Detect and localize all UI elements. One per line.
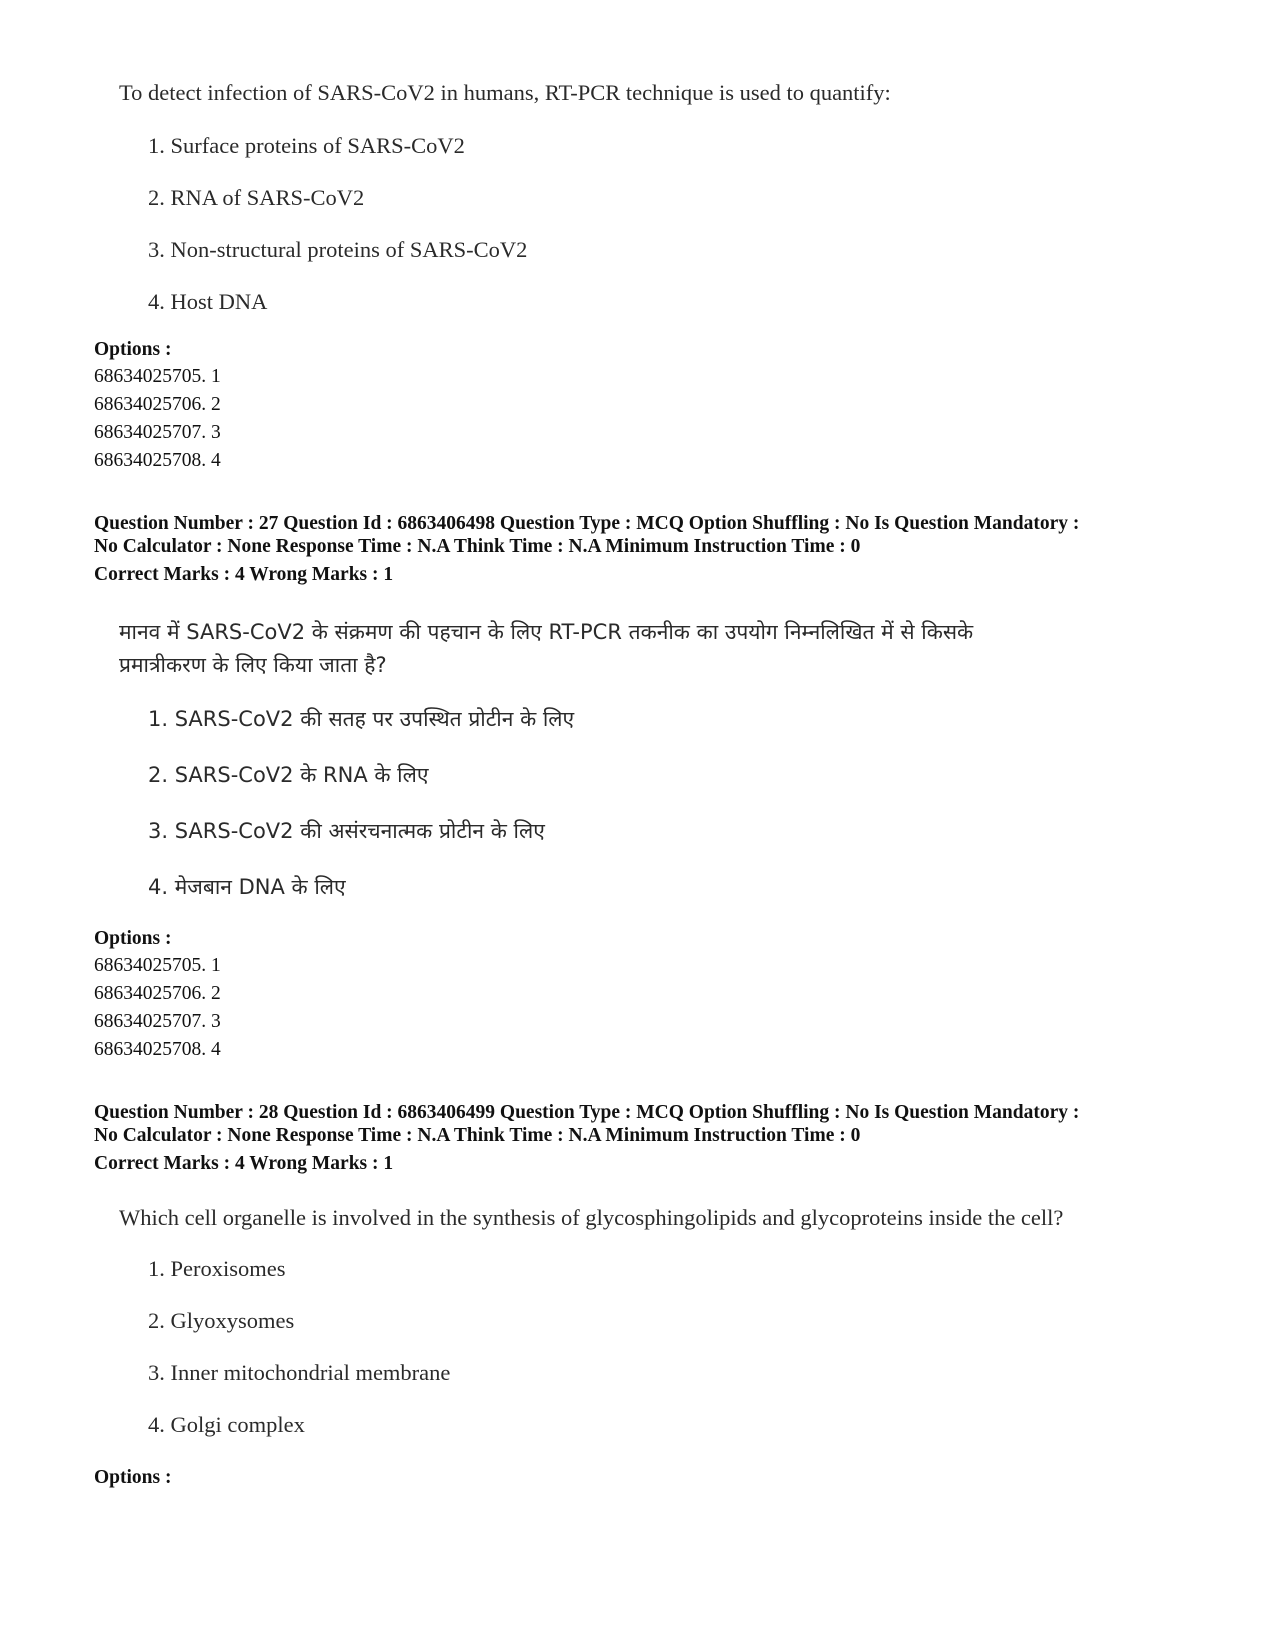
q26-option-2: 2. RNA of SARS-CoV2 bbox=[148, 185, 365, 210]
q26-options-label: Options : bbox=[94, 339, 172, 360]
q27-option-3: 3. SARS-CoV2 की असंरचनात्मक प्रोटीन के लिए bbox=[148, 819, 545, 843]
q26-option-3: 3. Non-structural proteins of SARS-CoV2 bbox=[148, 237, 528, 262]
q28-marks: Correct Marks : 4 Wrong Marks : 1 bbox=[94, 1153, 394, 1174]
q26-stem: To detect infection of SARS-CoV2 in humans, RT-PCR technique is used to quantify: bbox=[119, 80, 891, 105]
q27-option-id-1: 68634025705. 1 bbox=[94, 955, 221, 976]
q27-options-label: Options : bbox=[94, 928, 172, 949]
q28-option-1: 1. Peroxisomes bbox=[148, 1256, 286, 1281]
q27-option-1: 1. SARS-CoV2 की सतह पर उपस्थित प्रोटीन के लिए bbox=[148, 707, 575, 731]
q28-meta-line-2: No Calculator : None Response Time : N.A Think Time : N.A Minimum Instruction Time : 0 bbox=[94, 1125, 861, 1146]
q27-option-4: 4. मेजबान DNA के लिए bbox=[148, 875, 346, 899]
q27-meta-line-1: Question Number : 27 Question Id : 6863406498 Question Type : MCQ Option Shuffling : No Is Question Mandatory : bbox=[94, 513, 1080, 534]
q26-option-id-4: 68634025708. 4 bbox=[94, 450, 221, 471]
q27-stem-line-1: मानव में SARS-CoV2 के संक्रमण की पहचान के लिए RT-PCR तकनीक का उपयोग निम्नलिखित में से किसके bbox=[119, 620, 974, 644]
q27-marks: Correct Marks : 4 Wrong Marks : 1 bbox=[94, 564, 394, 585]
q27-stem-line-2: प्रमात्रीकरण के लिए किया जाता है? bbox=[119, 653, 387, 677]
q28-option-2: 2. Glyoxysomes bbox=[148, 1308, 295, 1333]
q28-options-label: Options : bbox=[94, 1467, 172, 1488]
q27-option-id-3: 68634025707. 3 bbox=[94, 1011, 221, 1032]
q26-option-id-1: 68634025705. 1 bbox=[94, 366, 221, 387]
q27-meta-line-2: No Calculator : None Response Time : N.A Think Time : N.A Minimum Instruction Time : 0 bbox=[94, 536, 861, 557]
q27-option-id-2: 68634025706. 2 bbox=[94, 983, 221, 1004]
q27-option-2: 2. SARS-CoV2 के RNA के लिए bbox=[148, 763, 429, 787]
q27-option-id-4: 68634025708. 4 bbox=[94, 1039, 221, 1060]
q26-option-1: 1. Surface proteins of SARS-CoV2 bbox=[148, 133, 465, 158]
q26-option-4: 4. Host DNA bbox=[148, 289, 268, 314]
q28-stem: Which cell organelle is involved in the synthesis of glycosphingolipids and glycoproteins inside the cell? bbox=[119, 1205, 1064, 1230]
q28-meta-line-1: Question Number : 28 Question Id : 6863406499 Question Type : MCQ Option Shuffling : No Is Question Mandatory : bbox=[94, 1102, 1080, 1123]
q28-option-3: 3. Inner mitochondrial membrane bbox=[148, 1360, 451, 1385]
q28-option-4: 4. Golgi complex bbox=[148, 1412, 305, 1437]
q26-option-id-2: 68634025706. 2 bbox=[94, 394, 221, 415]
q26-option-id-3: 68634025707. 3 bbox=[94, 422, 221, 443]
